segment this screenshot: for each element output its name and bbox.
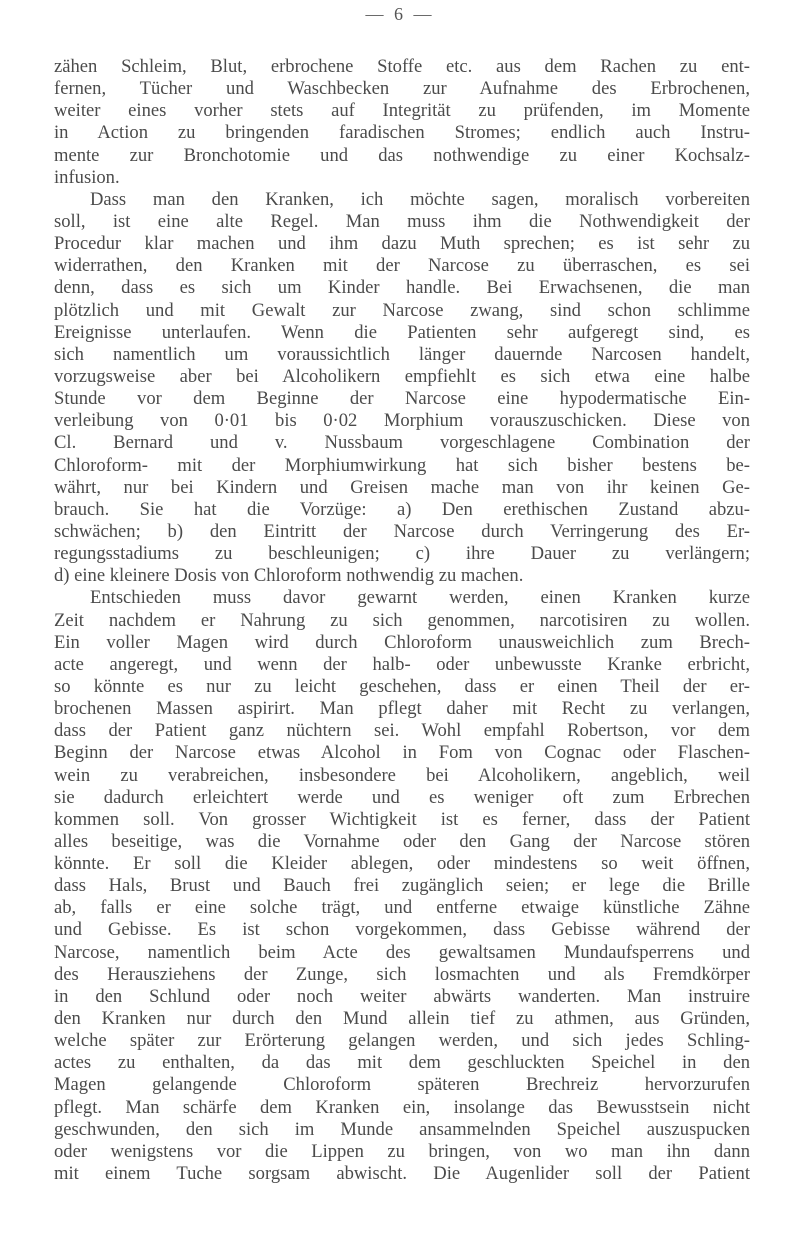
text-line: des Herausziehens der Zunge, sich losmachten und als Fremdkörper	[54, 963, 750, 985]
text-line: denn, dass es sich um Kinder handle. Bei Erwachsenen, die man	[54, 277, 750, 299]
text-line: sich namentlich um voraussichtlich länger dauernde Narcosen handelt,	[54, 343, 750, 365]
body-text	[54, 56, 750, 1185]
text-line: ab, falls er eine solche trägt, und entferne etwaige künstliche Zähne	[54, 897, 750, 919]
text-line: Chloroform- mit der Morphiumwirkung hat sich bisher bestens be-	[54, 454, 750, 476]
text-line: Procedur klar machen und ihm dazu Muth sprechen; es ist sehr zu	[54, 233, 750, 255]
text-line: so könnte es nur zu leicht geschehen, dass er einen Theil der er-	[54, 675, 750, 697]
text-line: wein zu verabreichen, insbesondere bei Alcoholikern, angeblich, weil	[54, 764, 750, 786]
text-line: Ein voller Magen wird durch Chloroform unausweichlich zum Brech-	[54, 631, 750, 653]
text-line: dass der Patient ganz nüchtern sei. Wohl empfahl Robertson, vor dem	[54, 720, 750, 742]
text-line: währt, nur bei Kindern und Greisen mache man von ihr keinen Ge-	[54, 476, 750, 498]
text-line: actes zu enthalten, da das mit dem geschluckten Speichel in den	[54, 1052, 750, 1074]
text-line: Beginn der Narcose etwas Alcohol in Fom von Cognac oder Flaschen-	[54, 742, 750, 764]
text-line: brauch. Sie hat die Vorzüge: a) Den erethischen Zustand abzu-	[54, 498, 750, 520]
text-line: regungsstadiums zu beschleunigen; c) ihre Dauer zu verlängern;	[54, 543, 750, 565]
text-line: infusion.	[54, 166, 120, 188]
text-line: mente zur Bronchotomie und das nothwendige zu einer Kochsalz-	[54, 144, 750, 166]
text-line: acte angeregt, und wenn der halb- oder unbewusste Kranke erbricht,	[54, 653, 750, 675]
text-line: Magen gelangende Chloroform späteren Brechreiz hervorzurufen	[54, 1074, 750, 1096]
text-line: welche später zur Erörterung gelangen werden, und sich jedes Schling-	[54, 1030, 750, 1052]
text-line: in den Schlund oder noch weiter abwärts wanderten. Man instruire	[54, 985, 750, 1007]
text-line: könnte. Er soll die Kleider ablegen, oder mindestens so weit öffnen,	[54, 853, 750, 875]
text-line: in Action zu bringenden faradischen Stromes; endlich auch Instru-	[54, 122, 750, 144]
text-line: vorzugsweise aber bei Alcoholikern empfiehlt es sich etwa eine halbe	[54, 365, 750, 387]
text-line: Zeit nachdem er Nahrung zu sich genommen, narcotisiren zu wollen.	[54, 609, 750, 631]
text-line: Narcose, namentlich beim Acte des gewaltsamen Mundaufsperrens und	[54, 941, 750, 963]
text-line: zähen Schleim, Blut, erbrochene Stoffe etc. aus dem Rachen zu ent-	[54, 56, 750, 77]
text-line: widerrathen, den Kranken mit der Narcose zu überraschen, es sei	[54, 255, 750, 277]
text-line: kommen soll. Von grosser Wichtigkeit ist es ferner, dass der Patient	[54, 808, 750, 830]
page-number: — 6 —	[365, 4, 435, 24]
text-line: d) eine kleinere Dosis von Chloroform nothwendig zu machen.	[54, 565, 524, 587]
text-line: plötzlich und mit Gewalt zur Narcose zwang, sind schon schlimme	[54, 299, 750, 321]
text-line: soll, ist eine alte Regel. Man muss ihm die Nothwendigkeit der	[54, 210, 750, 232]
text-line: den Kranken nur durch den Mund allein tief zu athmen, aus Gründen,	[54, 1008, 750, 1030]
text-line: oder wenigstens vor die Lippen zu bringen, von wo man ihn dann	[54, 1140, 750, 1162]
text-line: brochenen Massen aspirirt. Man pflegt daher mit Recht zu verlangen,	[54, 698, 750, 720]
text-line: pflegt. Man schärfe dem Kranken ein, insolange das Bewusstsein nicht	[54, 1096, 750, 1118]
text-line: geschwunden, den sich im Munde ansammelnden Speichel auszuspucken	[54, 1118, 750, 1140]
text-line: verleibung von 0·01 bis 0·02 Morphium vorauszuschicken. Diese von	[54, 410, 750, 432]
text-line: Stunde vor dem Beginne der Narcose eine hypodermatische Ein-	[54, 388, 750, 410]
text-line: weiter eines vorher stets auf Integrität zu prüfenden, im Momente	[54, 100, 750, 122]
text-line: und Gebisse. Es ist schon vorgekommen, dass Gebisse während der	[54, 919, 750, 941]
text-line: sie dadurch erleichtert werde und es weniger oft zum Erbrechen	[54, 786, 750, 808]
text-line: Dass man den Kranken, ich möchte sagen, moralisch vorbereiten	[90, 188, 750, 210]
text-line: Entschieden muss davor gewarnt werden, einen Kranken kurze	[90, 587, 750, 609]
text-line: alles beseitige, was die Vornahme oder den Gang der Narcose stören	[54, 830, 750, 852]
text-line: Cl. Bernard und v. Nussbaum vorgeschlagene Combination der	[54, 432, 750, 454]
text-line: dass Hals, Brust und Bauch frei zugänglich seien; er lege die Brille	[54, 875, 750, 897]
text-line: mit einem Tuche sorgsam abwischt. Die Augenlider soll der Patient	[54, 1163, 750, 1185]
text-line: fernen, Tücher und Waschbecken zur Aufnahme des Erbrochenen,	[54, 78, 750, 100]
text-line: schwächen; b) den Eintritt der Narcose durch Verringerung des Er-	[54, 520, 750, 542]
text-line: Ereignisse unterlaufen. Wenn die Patienten sehr aufgeregt sind, es	[54, 321, 750, 343]
